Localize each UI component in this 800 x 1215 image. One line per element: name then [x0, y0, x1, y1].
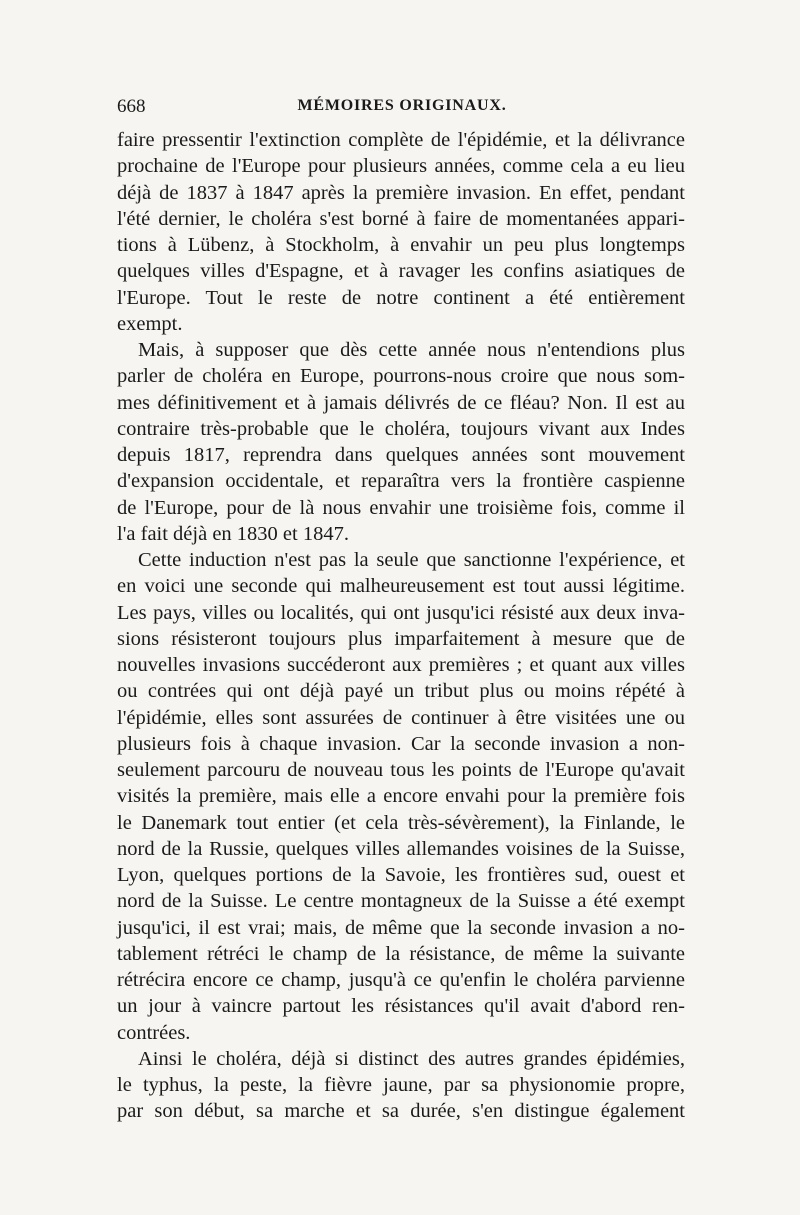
text-line: visités la première, mais elle a encore envahi pour la première fois [117, 785, 685, 808]
text-line: nouvelles invasions succéderont aux premières ; et quant aux villes [117, 654, 685, 676]
body-text [117, 127, 685, 1125]
text-line: prochaine de l'Europe pour plusieurs années, comme cela a eu lieu [117, 155, 685, 178]
paragraph [117, 547, 685, 1046]
text-line: en voici une seconde qui malheureusement est tout aussi légitime. [117, 575, 685, 598]
text-line: le typhus, la peste, la fièvre jaune, par sa physionomie propre, [117, 1074, 685, 1096]
text-line: de l'Europe, pour de là nous envahir une troisième fois, comme il [117, 496, 685, 519]
text-line: le Danemark tout entier (et cela très-sévèrement), la Finlande, le [117, 811, 685, 834]
paragraph [117, 1046, 685, 1125]
text-line: l'été dernier, le choléra s'est borné à faire de momentanées appari- [117, 207, 685, 230]
paragraph [117, 337, 685, 547]
text-line: Mais, à supposer que dès cette année nous n'entendions plus [138, 339, 685, 361]
page-header [117, 96, 687, 120]
text-line: un jour à vaincre partout les résistances qu'il avait d'abord ren- [117, 995, 685, 1018]
text-line: d'expansion occidentale, et reparaîtra vers la frontière caspienne [117, 470, 685, 493]
text-line: déjà de 1837 à 1847 après la première invasion. En effet, pendant [117, 181, 685, 204]
text-line: par son début, sa marche et sa durée, s'en distingue également [117, 1100, 685, 1123]
text-line: Lyon, quelques portions de la Savoie, les frontières sud, ouest et [117, 864, 685, 886]
text-line: nord de la Russie, quelques villes allemandes voisines de la Suisse, [117, 837, 685, 860]
text-line: faire pressentir l'extinction complète de l'épidémie, et la délivrance [117, 129, 685, 151]
text-line: exempt. [117, 312, 183, 335]
running-title: MÉMOIRES ORIGINAUX. [297, 97, 507, 114]
text-line: contraire très-probable que le choléra, toujours vivant aux Indes [117, 417, 685, 440]
text-line: Les pays, villes ou localités, qui ont jusqu'ici résisté aux deux inva- [117, 601, 685, 624]
text-line: tablement rétréci le champ de la résistance, de même la suivante [117, 942, 685, 965]
text-line: Ainsi le choléra, déjà si distinct des autres grandes épidémies, [138, 1047, 685, 1070]
text-line: l'Europe. Tout le reste de notre continent a été entièrement [117, 286, 685, 309]
text-line: ou contrées qui ont déjà payé un tribut plus ou moins répété à [117, 680, 685, 703]
text-line: l'a fait déjà en 1830 et 1847. [117, 522, 349, 545]
page-number: 668 [117, 96, 146, 117]
text-line: seulement parcouru de nouveau tous les points de l'Europe qu'avait [117, 759, 685, 781]
paragraph [117, 127, 685, 337]
text-line: parler de choléra en Europe, pourrons-nous croire que nous som- [117, 365, 685, 388]
text-line: rétrécira encore ce champ, jusqu'à ce qu'enfin le choléra parvienne [117, 969, 685, 991]
text-line: tions à Lübenz, à Stockholm, à envahir un peu plus longtemps [117, 234, 685, 256]
text-line: plusieurs fois à chaque invasion. Car la seconde invasion a non- [117, 732, 685, 755]
text-line: nord de la Suisse. Le centre montagneux de la Suisse a été exempt [117, 890, 685, 913]
text-line: quelques villes d'Espagne, et à ravager les confins asiatiques de [117, 260, 685, 283]
text-line: mes définitivement et à jamais délivrés de ce fléau? Non. Il est au [117, 391, 685, 414]
text-line: sions résisteront toujours plus imparfaitement à mesure que de [117, 627, 685, 650]
text-line: jusqu'ici, il est vrai; mais, de même que la seconde invasion a no- [117, 916, 685, 939]
text-line: contrées. [117, 1021, 191, 1044]
text-line: depuis 1817, reprendra dans quelques années sont mouvement [117, 444, 685, 466]
text-line: Cette induction n'est pas la seule que sanctionne l'expérience, et [138, 549, 685, 571]
text-line: l'épidémie, elles sont assurées de continuer à être visitées une ou [117, 706, 685, 729]
